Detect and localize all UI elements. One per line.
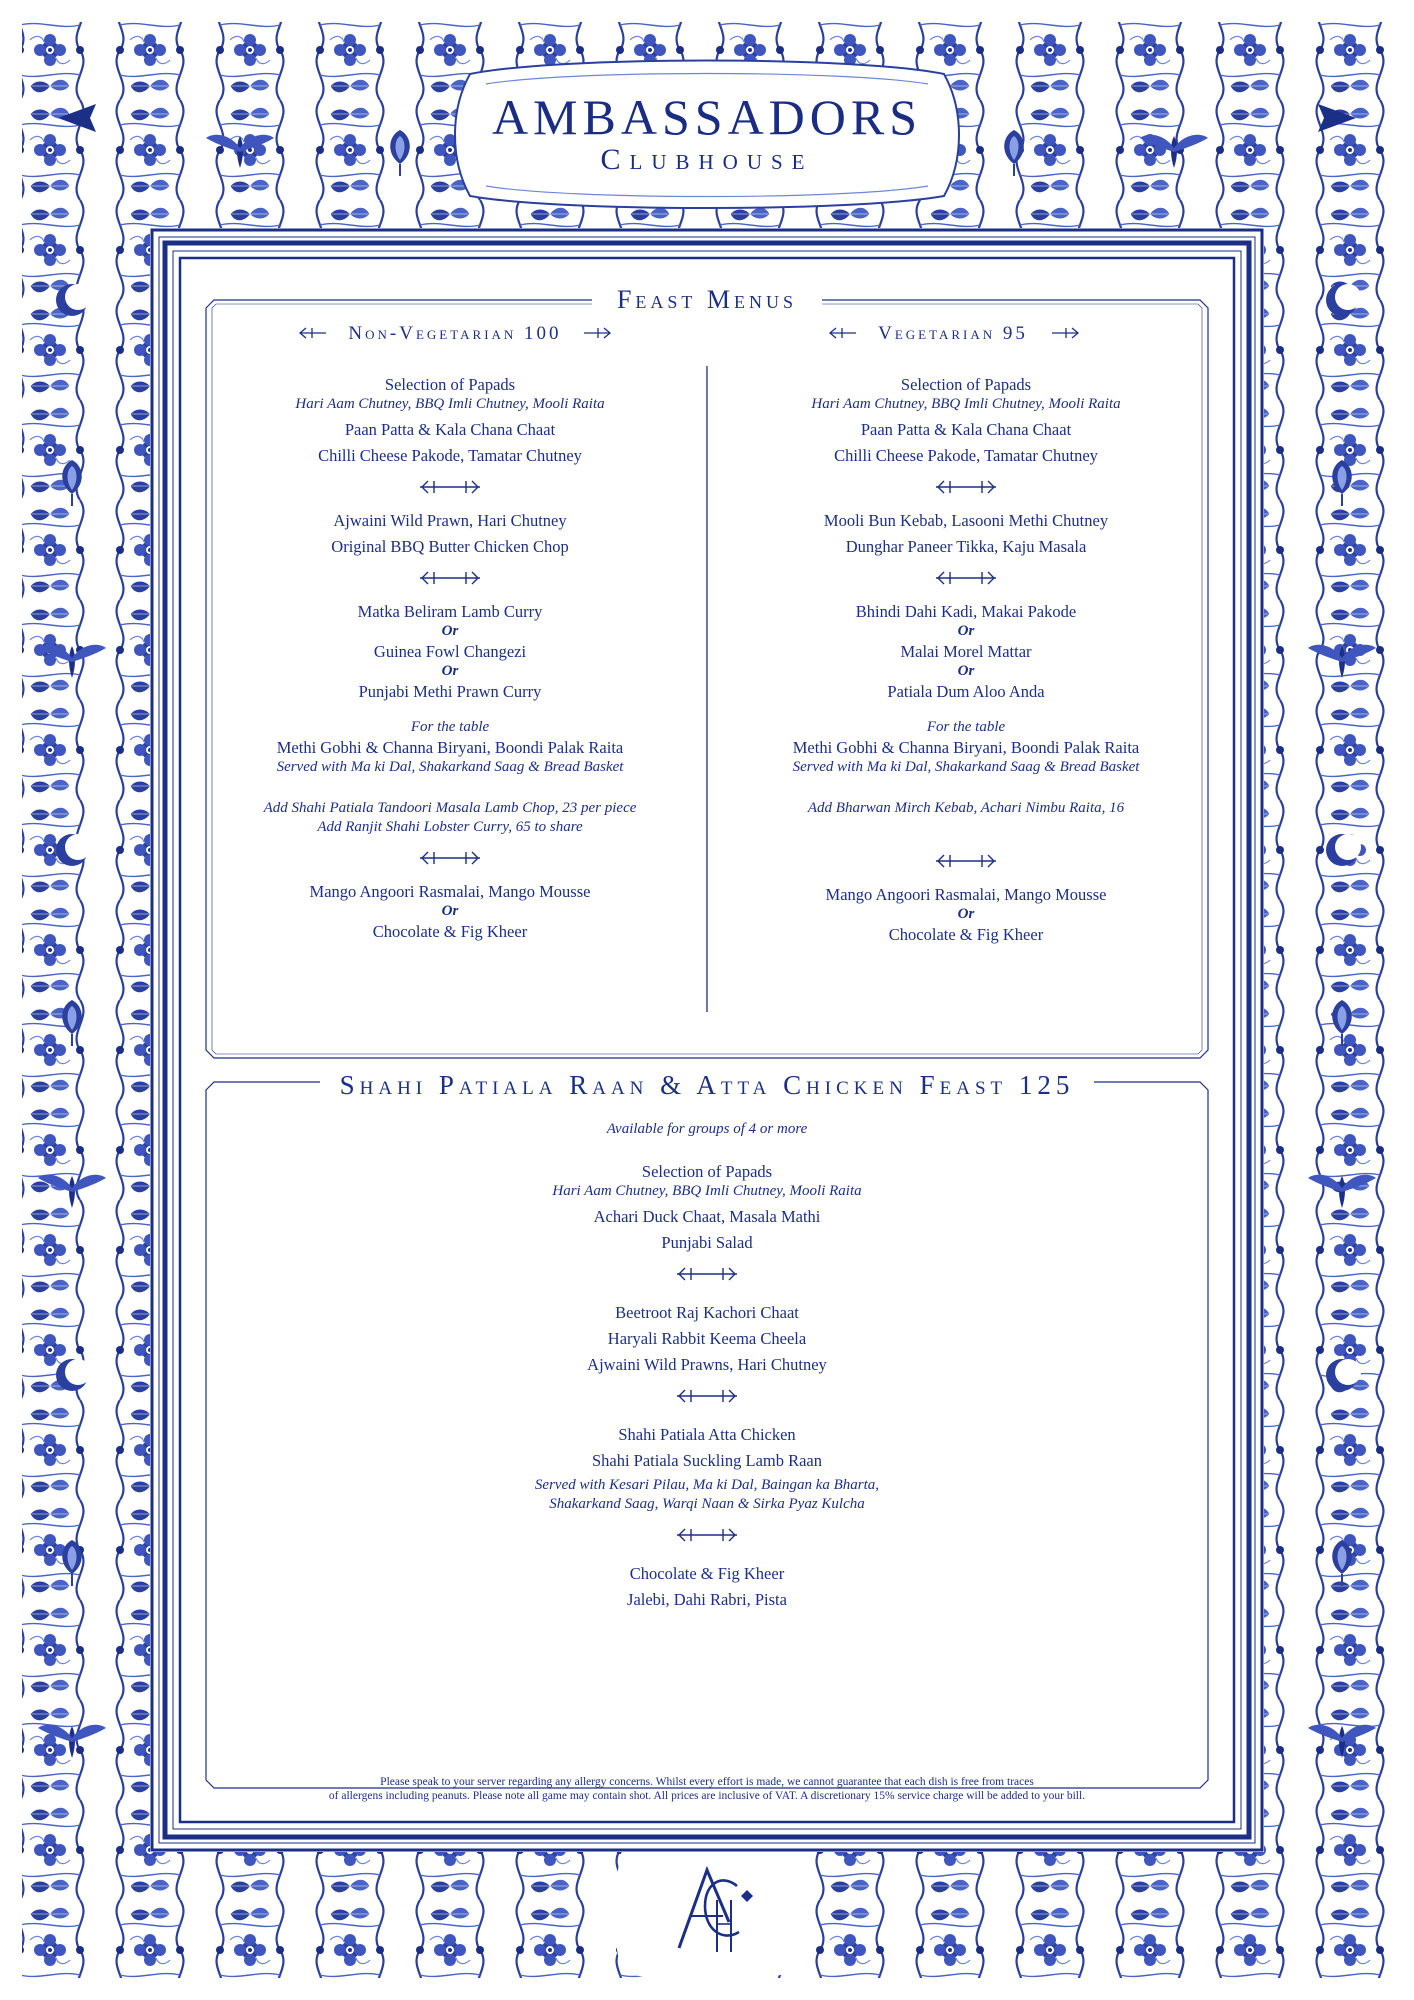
course-divider xyxy=(407,1263,1007,1285)
dish: Punjabi Salad xyxy=(661,1233,753,1252)
addon-note: Add Bharwan Mirch Kebab, Achari Nimbu Raita, 16 xyxy=(807,800,1125,816)
dish-note: Hari Aam Chutney, BBQ Imli Chutney, Mooli Raita xyxy=(295,396,605,412)
vegetarian-heading: Vegetarian 95 xyxy=(858,324,1048,343)
vegetarian-menu xyxy=(726,374,1206,945)
or-label: Or xyxy=(957,663,975,679)
ac-monogram-logo xyxy=(657,1860,757,1960)
dish: Patiala Dum Aloo Anda xyxy=(887,682,1045,701)
for-the-table-label: For the table xyxy=(926,719,1006,735)
or-label: Or xyxy=(441,663,459,679)
non-vegetarian-heading: Non-Vegetarian 100 xyxy=(330,324,580,343)
footnote-line: Please speak to your server regarding any allergy concerns. Whilst every effort is made, we cannot guarantee that each dish is free from traces xyxy=(380,1776,1034,1788)
dish-papads: Selection of Papads xyxy=(384,375,516,394)
dessert: Mango Angoori Rasmalai, Mango Mousse xyxy=(309,882,591,901)
dish: Paan Patta & Kala Chana Chaat xyxy=(344,420,556,439)
dish: Paan Patta & Kala Chana Chaat xyxy=(860,420,1072,439)
addon-note: Add Ranjit Shahi Lobster Curry, 65 to share xyxy=(317,819,583,835)
served-with-note: Shakarkand Saag, Warqi Naan & Sirka Pyaz Kulcha xyxy=(549,1496,865,1512)
feast-menus-title: Feast Menus xyxy=(592,287,822,313)
raan-feast-menu xyxy=(407,1120,1007,1610)
dish-papads: Selection of Papads xyxy=(900,375,1032,394)
dish: Guinea Fowl Changezi xyxy=(373,642,527,661)
dish: Punjabi Methi Prawn Curry xyxy=(358,682,542,701)
addon-note: Add Shahi Patiala Tandoori Masala Lamb Chop, 23 per piece xyxy=(263,800,637,816)
dish: Matka Beliram Lamb Curry xyxy=(357,602,543,621)
served-with-note: Served with Kesari Pilau, Ma ki Dal, Baingan ka Bharta, xyxy=(534,1477,880,1493)
or-label: Or xyxy=(957,623,975,639)
dish: Ajwaini Wild Prawns, Hari Chutney xyxy=(587,1355,827,1374)
availability-note: Available for groups of 4 or more xyxy=(606,1121,808,1137)
dish: Dunghar Paneer Tikka, Kaju Masala xyxy=(845,537,1087,556)
or-label: Or xyxy=(441,623,459,639)
dessert: Mango Angoori Rasmalai, Mango Mousse xyxy=(825,885,1107,904)
dessert: Chocolate & Fig Kheer xyxy=(372,922,528,941)
or-label: Or xyxy=(441,903,459,919)
dessert: Chocolate & Fig Kheer xyxy=(629,1564,785,1583)
dish: Original BBQ Butter Chicken Chop xyxy=(331,537,569,556)
dish: Chilli Cheese Pakode, Tamatar Chutney xyxy=(834,446,1098,465)
raan-feast-title: Shahi Patiala Raan & Atta Chicken Feast 125 xyxy=(320,1072,1094,1099)
footnote-line: of allergens including peanuts. Please note all game may contain shot. All prices are inclusive of VAT. A discretionary 15% service charge will be added to your bill. xyxy=(328,1790,1086,1802)
course-divider xyxy=(210,476,690,498)
course-divider xyxy=(407,1385,1007,1407)
served-with-note: Served with Ma ki Dal, Shakarkand Saag & Bread Basket xyxy=(276,759,624,775)
dish-note: Hari Aam Chutney, BBQ Imli Chutney, Mooli Raita xyxy=(811,396,1121,412)
dish: Achari Duck Chaat, Masala Mathi xyxy=(593,1207,821,1226)
dish: Beetroot Raj Kachori Chaat xyxy=(615,1303,799,1322)
served-with-note: Served with Ma ki Dal, Shakarkand Saag & Bread Basket xyxy=(792,759,1140,775)
course-divider xyxy=(407,1524,1007,1546)
dish: Shahi Patiala Suckling Lamb Raan xyxy=(591,1451,823,1470)
dish-papads: Selection of Papads xyxy=(641,1162,773,1181)
brand-title: AMBASSADORS xyxy=(491,89,923,145)
non-vegetarian-menu xyxy=(210,374,690,942)
dish: Ajwaini Wild Prawn, Hari Chutney xyxy=(333,511,567,530)
dish: Chilli Cheese Pakode, Tamatar Chutney xyxy=(318,446,582,465)
course-divider xyxy=(726,567,1206,589)
course-divider xyxy=(210,567,690,589)
dish-note: Hari Aam Chutney, BBQ Imli Chutney, Mooli Raita xyxy=(552,1183,862,1199)
dish: Shahi Patiala Atta Chicken xyxy=(618,1425,796,1444)
dish: Bhindi Dahi Kadi, Makai Pakode xyxy=(855,602,1077,621)
brand-subtitle: Clubhouse xyxy=(600,143,814,176)
course-divider xyxy=(210,847,690,869)
dish: Methi Gobhi & Channa Biryani, Boondi Palak Raita xyxy=(276,738,624,757)
for-the-table-label: For the table xyxy=(410,719,490,735)
or-label: Or xyxy=(957,906,975,922)
dish: Haryali Rabbit Keema Cheela xyxy=(607,1329,807,1348)
dish: Methi Gobhi & Channa Biryani, Boondi Palak Raita xyxy=(792,738,1140,757)
course-divider xyxy=(726,476,1206,498)
dessert: Jalebi, Dahi Rabri, Pista xyxy=(627,1590,787,1609)
dessert: Chocolate & Fig Kheer xyxy=(888,925,1044,944)
dish: Malai Morel Mattar xyxy=(900,642,1032,661)
course-divider xyxy=(726,850,1206,872)
allergy-footnote xyxy=(210,1775,1204,1803)
dish: Mooli Bun Kebab, Lasooni Methi Chutney xyxy=(823,511,1109,530)
